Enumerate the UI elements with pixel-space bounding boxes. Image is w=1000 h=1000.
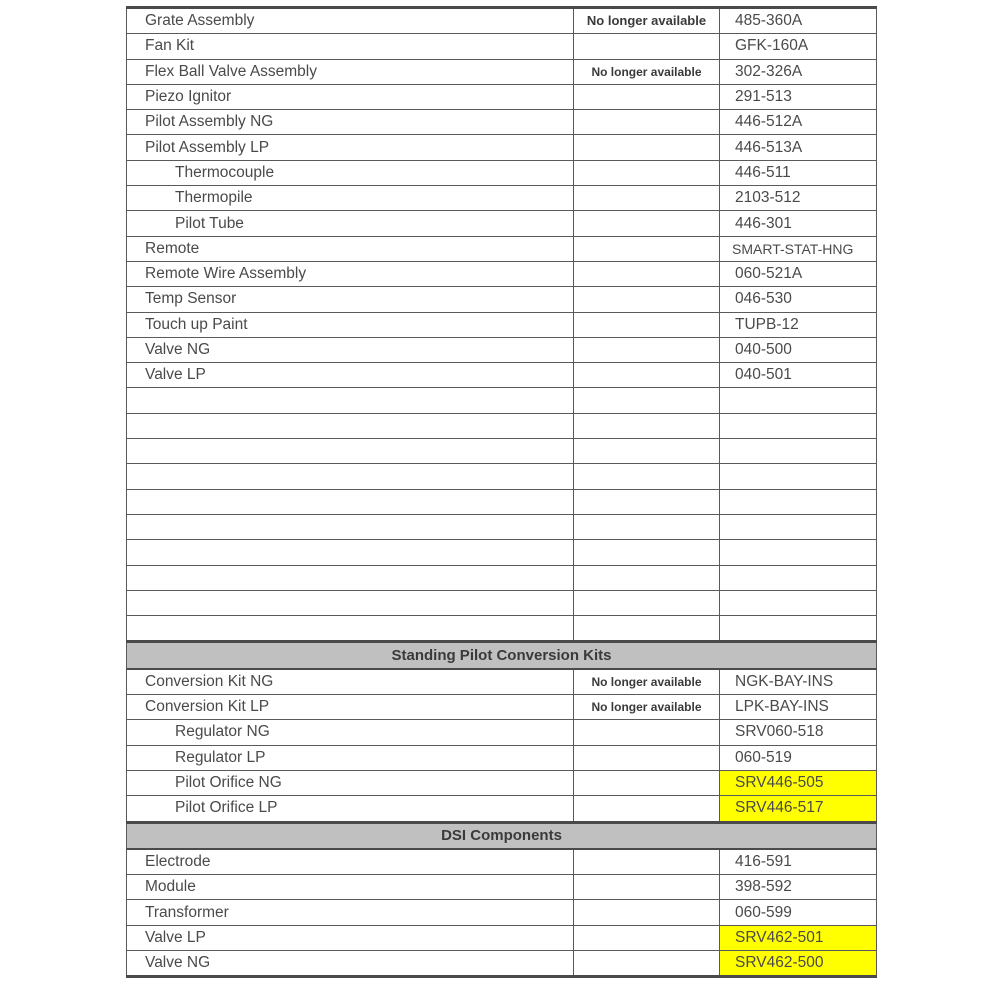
part-name-cell: Pilot Orifice NG [127,770,574,795]
parts-list-sheet [126,6,876,978]
table-row [127,413,877,438]
availability-status-cell [574,135,720,160]
availability-status-cell [574,464,720,489]
table-row [127,186,877,211]
part-number-cell: 060-599 [720,900,877,925]
part-number-cell: 446-511 [720,160,877,185]
section-header-row [127,822,877,849]
table-row [127,464,877,489]
part-name-cell: Conversion Kit NG [127,669,574,695]
part-number-cell: TUPB-12 [720,312,877,337]
part-name-cell [127,590,574,615]
part-number-cell: 302-326A [720,59,877,84]
availability-status-cell [574,84,720,109]
part-number-cell: SRV060-518 [720,720,877,745]
availability-status-cell [574,211,720,236]
part-name-cell: Valve LP [127,925,574,950]
part-name-cell: Grate Assembly [127,8,574,34]
availability-status-cell [574,900,720,925]
availability-status-cell [574,875,720,900]
part-number-cell [720,413,877,438]
table-row [127,135,877,160]
table-row [127,312,877,337]
part-number-cell: 416-591 [720,849,877,875]
table-row [127,720,877,745]
section-title: DSI Components [127,822,877,849]
part-number-cell: 446-301 [720,211,877,236]
availability-status-cell [574,950,720,976]
part-number-cell [720,388,877,413]
part-name-cell [127,514,574,539]
availability-status-cell [574,514,720,539]
table-row [127,565,877,590]
part-name-cell: Fan Kit [127,34,574,59]
section-title: Standing Pilot Conversion Kits [127,642,877,669]
part-name-cell: Valve LP [127,363,574,388]
part-name-cell [127,616,574,642]
part-name-cell: Piezo Ignitor [127,84,574,109]
availability-status-cell [574,337,720,362]
availability-status-cell [574,616,720,642]
availability-status-cell [574,925,720,950]
part-number-cell: 060-521A [720,261,877,286]
availability-status-cell [574,363,720,388]
section-header-row [127,642,877,669]
part-name-cell: Thermocouple [127,160,574,185]
availability-status-cell [574,236,720,261]
availability-status-cell [574,770,720,795]
part-number-cell: SMART-STAT-HNG [720,236,877,261]
part-name-cell: Module [127,875,574,900]
availability-status-cell [574,388,720,413]
part-name-cell: Pilot Assembly NG [127,110,574,135]
part-number-cell [720,590,877,615]
part-number-cell: 040-500 [720,337,877,362]
part-name-cell [127,540,574,565]
availability-status-cell [574,849,720,875]
availability-status-cell [574,565,720,590]
table-row [127,770,877,795]
table-row [127,110,877,135]
part-name-cell: Thermopile [127,186,574,211]
availability-status-cell [574,312,720,337]
part-number-cell [720,565,877,590]
table-row [127,34,877,59]
table-row [127,875,877,900]
availability-status-cell [574,720,720,745]
table-row [127,514,877,539]
part-number-cell: GFK-160A [720,34,877,59]
parts-table [126,6,877,978]
part-number-cell [720,514,877,539]
part-number-cell: 040-501 [720,363,877,388]
table-row [127,695,877,720]
part-number-cell: 060-519 [720,745,877,770]
table-row [127,388,877,413]
table-row [127,439,877,464]
part-name-cell: Regulator NG [127,720,574,745]
availability-status-cell [574,413,720,438]
part-number-cell: LPK-BAY-INS [720,695,877,720]
availability-status-cell: No longer available [574,669,720,695]
availability-status-cell: No longer available [574,59,720,84]
availability-status-cell [574,261,720,286]
table-row [127,59,877,84]
part-name-cell: Remote Wire Assembly [127,261,574,286]
part-name-cell: Transformer [127,900,574,925]
table-row [127,540,877,565]
table-row [127,590,877,615]
part-number-cell: 485-360A [720,8,877,34]
part-name-cell: Pilot Tube [127,211,574,236]
table-row [127,925,877,950]
table-row [127,211,877,236]
part-name-cell [127,388,574,413]
part-name-cell: Valve NG [127,337,574,362]
part-name-cell: Valve NG [127,950,574,976]
part-number-cell: 291-513 [720,84,877,109]
table-row [127,236,877,261]
table-row [127,489,877,514]
part-number-cell [720,439,877,464]
part-number-cell: SRV462-501 [720,925,877,950]
table-row [127,796,877,822]
table-row [127,950,877,976]
table-row [127,616,877,642]
table-row [127,745,877,770]
part-number-cell: SRV462-500 [720,950,877,976]
table-row [127,160,877,185]
parts-table-body [127,8,877,977]
availability-status-cell [574,110,720,135]
part-number-cell: NGK-BAY-INS [720,669,877,695]
table-row [127,900,877,925]
part-name-cell: Temp Sensor [127,287,574,312]
part-name-cell: Remote [127,236,574,261]
table-row [127,669,877,695]
availability-status-cell [574,34,720,59]
part-name-cell [127,464,574,489]
availability-status-cell [574,540,720,565]
availability-status-cell [574,186,720,211]
part-number-cell: 046-530 [720,287,877,312]
availability-status-cell [574,439,720,464]
availability-status-cell: No longer available [574,695,720,720]
availability-status-cell: No longer available [574,8,720,34]
availability-status-cell [574,489,720,514]
table-row [127,261,877,286]
part-number-cell [720,616,877,642]
part-number-cell [720,464,877,489]
part-name-cell: Regulator LP [127,745,574,770]
part-number-cell: SRV446-505 [720,770,877,795]
part-name-cell [127,439,574,464]
part-name-cell [127,413,574,438]
availability-status-cell [574,745,720,770]
part-name-cell [127,489,574,514]
part-number-cell: 2103-512 [720,186,877,211]
table-row [127,84,877,109]
table-row [127,849,877,875]
part-number-cell: 446-512A [720,110,877,135]
part-name-cell: Electrode [127,849,574,875]
part-name-cell: Touch up Paint [127,312,574,337]
part-number-cell [720,489,877,514]
part-name-cell: Flex Ball Valve Assembly [127,59,574,84]
availability-status-cell [574,160,720,185]
part-number-cell: 398-592 [720,875,877,900]
part-number-cell [720,540,877,565]
part-name-cell: Pilot Orifice LP [127,796,574,822]
table-row [127,8,877,34]
table-row [127,337,877,362]
part-name-cell: Pilot Assembly LP [127,135,574,160]
table-row [127,363,877,388]
availability-status-cell [574,590,720,615]
availability-status-cell [574,287,720,312]
part-name-cell: Conversion Kit LP [127,695,574,720]
part-number-cell: 446-513A [720,135,877,160]
part-number-cell: SRV446-517 [720,796,877,822]
table-row [127,287,877,312]
availability-status-cell [574,796,720,822]
part-name-cell [127,565,574,590]
